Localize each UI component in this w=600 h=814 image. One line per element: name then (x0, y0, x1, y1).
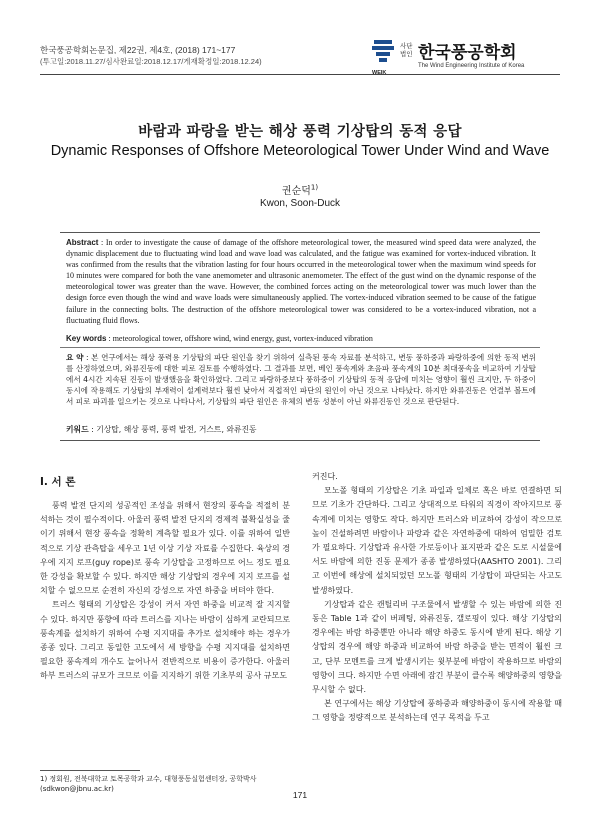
abstract-label: Abstract (66, 238, 99, 247)
keywords-label: Key words (66, 334, 107, 343)
keywords-korean (66, 424, 536, 435)
keywords-english (66, 334, 536, 343)
page-number: 171 (292, 790, 308, 800)
author-name-korean: 권순덕 (281, 186, 311, 197)
paper-title-korean: 바람과 파랑을 받는 해상 풍력 기상탑의 동적 응답 (138, 124, 462, 140)
society-logo (370, 38, 560, 78)
korean-summary (66, 352, 536, 407)
body-paragraph: 트러스 형태의 기상탑은 강성이 커서 자연 하중을 비교적 잘 지지할 수 있다. 하지만 풍향에 따라 트러스를 지나는 바람이 심하게 교란되므로 풍속계를 설치하기 위하여 수평 지지대를 추가로 설치해야 하는 경우가 종종 있다. 그리고 동일한 고도에서 세 방향을 수평 지지대를 설치하면 필요한 풍속계의 개수도 늘어나서 전반적으로 비용이 증가한다. 아울러 하부 트러스의 규모가 크므로 이를 지지하기 위한 기초부의 공사 규모도 (40, 600, 290, 681)
logo-korean-name: 한국풍공학회 (418, 43, 517, 63)
logo-english-name: The Wind Engineering Institute of Korea (418, 63, 525, 69)
keywords-text: : meteorological tower, offshore wind, wind energy, gust, vortex-induced vibration (106, 334, 373, 343)
abstract-text: : In order to investigate the cause of damage of the offshore meteorological tower, the measured wind speed data were analyzed, the dynamic displacement due to fluctuating wind load and wave load was calculated, and the fatigue was examined for vortex-induced vibration. It was confirmed from the results that the vibration lasting for four hours occurred in the meteorological tower when the maximum wind speeds for 10 minutes were compared for both the vane anemometer and ultrasonic anemometer. The effect of the gust wind on the dynamic response of the meteorological tower was greater than the wave. However, the combined forces acting on the meteorological tower was much lower than the design force even though the wind and wave loads were simultaneously applied. The vortex-induced vibration seemed to be cause of the fatigue failure in the connecting bolts. The destruction of the offshore meteorological tower was considered to be a vortex-induced vibration, not a fluctuating fluid flows. (66, 238, 536, 325)
keywords-kr-text: : 기상탑, 해상 풍력, 풍력 발전, 거스트, 와류진동 (88, 425, 257, 434)
author-footnote: 1) 정회원, 전북대학교 토목공학과 교수, 대형풍동실험센터장, 공학박사 (sdkwon@jbnu.ac.kr) (40, 775, 257, 793)
body-left-column (40, 499, 290, 684)
logo-small-text: 사단 법인 (400, 42, 413, 58)
submission-dates: (투고일:2018.11.27/심사완료일:2018.12.17/게재확정일:2018.12.24) (40, 57, 262, 66)
author-english: Kwon, Soon-Duck (259, 198, 341, 209)
summary-text: : 본 연구에서는 해상 풍력용 기상탑의 파단 원인을 찾기 위하여 실측된 풍속 자료를 분석하고, 변동 풍하중과 파랑하중에 의한 동적 변위를 산정하였으며, 와류진동에 대한 피로 검토를 수행하였다. 그 결과를 보면, 베인 풍속계와 초음파 풍속계의 10분 최대풍속을 비교하여 기상탑에서 4시간 지속된 진동이 발생했음을 확인하였다. 그리고 파랑하중보다 풍하중이 기상탑의 동적 응답에 미치는 영향이 훨씬 크지만, 두 하중이 동시에 작용해도 기상탑의 부재력이 설계력보다 훨씬 낮아서 직접적인 파단의 원인이 아닌 것으로 나타났다. 하지만 와류진동은 연결부 볼트에서 피로 파괴를 일으키는 것으로 나타나서, 기상탑의 파단 원인은 유체의 변동 성분이 아닌 와류진동인 것으로 판단된다. (66, 353, 536, 407)
body-paragraph: 본 연구에서는 해상 기상탑에 풍하중과 해양하중이 동시에 작용할 때 그 영향을 정량적으로 분석하는데 연구 목적을 두고 (312, 699, 562, 723)
paper-title-english: Dynamic Responses of Offshore Meteorological Tower Under Wind and Wave (50, 143, 550, 159)
body-right-column (312, 470, 562, 726)
footnote-rule (40, 770, 140, 771)
logo-abbreviation: WEIK (372, 70, 387, 76)
journal-citation: 한국풍공학회논문집, 제22권, 제4호, (2018) 171~177 (40, 45, 236, 55)
abstract-bottom-rule (60, 440, 540, 441)
keywords-kr-label: 키워드 (66, 425, 89, 434)
summary-label: 요 약 (66, 353, 84, 362)
author-footnote-mark: 1) (310, 183, 319, 192)
header-divider (40, 74, 560, 75)
abstract-top-rule (60, 232, 540, 233)
body-paragraph: 커진다. (312, 472, 338, 481)
abstract (66, 237, 536, 326)
abstract-middle-rule (60, 347, 540, 348)
body-paragraph: 모노폴 형태의 기상탑은 기초 파일과 일체로 혹은 바로 연결하면 되므로 기초가 간단하다. 그리고 상대적으로 타워의 직경이 작아지므로 풍속계에 미치는 영향도 작다. 하지만 트러스와 비교하여 강성이 작으므로 높이 건설하려면 바람이나 파랑과 같은 자연하중에 대하여 엄밀한 검토가 필요하다. 기상탑과 유사한 가로등이나 표지판과 같은 도로 시설물에서도 바람에 의한 진동 문제가 종종 발생하였다(AASHTO 2001). 그리고 이번에 해상에 설치되었던 모노폴 형태의 기상탑이 파단되는 사고도 발생하였다. (312, 486, 562, 595)
author-korean (0, 182, 600, 197)
body-paragraph: 기상탑과 같은 캔틸리버 구조물에서 발생할 수 있는 바람에 의한 진동은 Table 1과 같이 버페팅, 와류진동, 갤로핑이 있다. 해상 기상탑의 경우에는 바람 하중뿐만 아니라 해양 하중도 동시에 받게 된다. 해상 기상탑의 경우에 해양 하중과 비교하여 바람 하중을 받는 면적이 훨씬 크고, 단부 모멘트를 크게 발생시키는 윗부분에 바람이 작용하므로 바람의 영향이 크다. 하지만 수면 아래에 잠긴 부분이 클수록 해양하중의 영향을 무시할 수 없다. (312, 599, 562, 695)
body-paragraph: 풍력 발전 단지의 성공적인 조성을 위해서 현장의 풍속을 적절히 분석하는 것이 필수적이다. 아울러 풍력 발전 단지의 경제적 불확실성을 줄이기 위해서 현장 풍속을 정확히 계측할 필요가 있다. 이를 위하여 일반적으로 기상 관측탑을 세우고 1년 이상 기상 자료를 수집한다. 육상의 경우에 지지 로프(guy rope)로 풍속 기상탑을 고정하므로 어느 정도 필요한 강성을 확보할 수 있다. 하지만 해상 기상탑의 경우에 지지 로프를 설치할 수 없으므로 순전히 자신의 강성으로 자연 하중을 버텨야 한다. (40, 501, 290, 596)
weik-emblem-icon (370, 38, 396, 68)
section-heading-introduction: I. 서 론 (40, 476, 76, 488)
